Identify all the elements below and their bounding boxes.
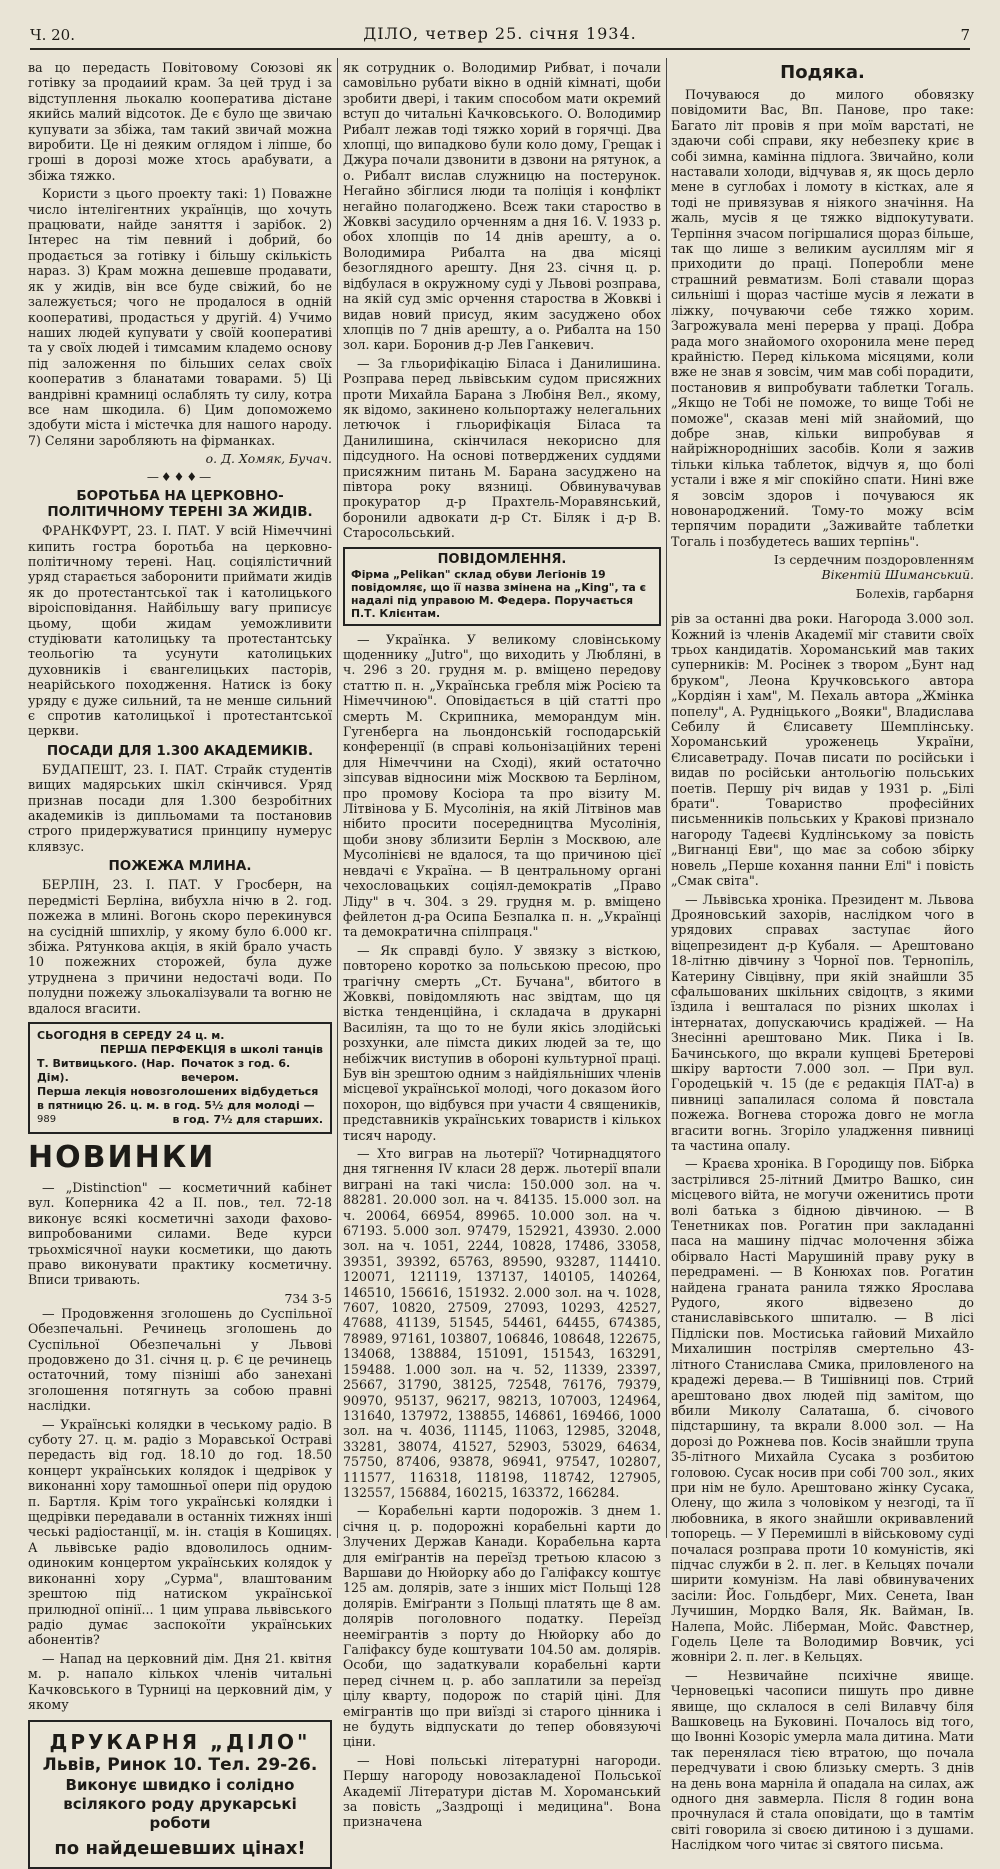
article-text: ФРАНКФУРТ, 23. І. ПАТ. У всій Німеччині кипить гостра боротьба на церковно-політичному терені. Нац. соціялістичний уряд старається заборонити приймати жидів як до протестантської так і католицького віроісповідання. Найбільшу вагу приписує цьому, щоби жидам уеможливити студіювати католицьку та протестантську теольогію та усунути католицьких духовників і євангелицьких пасторів, неарійського походження. Натиск із боку уряду є дуже сильний, та не менше сильний є спротив католицької і протестантської церкви. — [28, 523, 332, 739]
masthead-title: ДІЛО, четвер 25. січня 1934. — [363, 24, 637, 43]
article-text: рів за останні два роки. Нагорода 3.000 зол. Кожний із членів Академії міг ставити своїх трьох кандидатів. Хороманський мав таких суперників: М. Росінек з твором „Бунт над бруком", Леона Кручковського автора „Кордіян і хам", М. Пехаль автора „Жмінка попелу", А. Рудніцького „Вояки", Владислава Себилу й Єлисавету Шемплінську. Хороманський уроженець України, Єлисаветраду. Почав писати по російськи і видав по російськи антольогію польських поетів. Першу річ видав у 1931 р. „Білі брати". Товариство професійних письменників польських у Кракові признало нагороду Тадеєві Кудлінському за повість „Вигнанці Еви", що має за собою збірку новель „Перше кохання панни Елі" і повість „Смак світа". — [671, 611, 974, 889]
column-left — [28, 60, 332, 1860]
ad-line: Перша лекція новозголошених відбудеться в пятницю 26. ц. м. в год. 5½ для молоді — — [37, 1084, 319, 1112]
article-text: — Незвичайне психічне явище. Черновецькі часописи пишуть про дивне явище, що склалося в селі Вилавчу біля Вашковець на Буковині. Почалось від того, що Івонні Козоріс умерла мала дитина. Мати так перенялася тією втратою, що почала передчувати і свою близьку смерть. З днів на день вона марніла й опадала на силах, аж одного дня завмерла. Після 8 годин вона прочнулася й стала оповідати, що в тамтім світі говорила зі своєю дитиною і з душами. Наслідком чого читає зі святого письма. — [671, 1667, 974, 1853]
article-text: — За гльорифікацію Біласа і Данилишина. Розправа перед львівським судом присяжних проти Михайла Барана з Любіня Вел., якому, як відомо, закинено кольпортажу нелегальних летючок і гльорифікація Біласа та Данилишина, скінчилася некорисно для підсудного. На основі потверджених суддями присяжним питань М. Барана засуджено на півтора року вязниці. Обвинувачував прокуратор д-р Прахтель-Моравянський, боронили адвокати д-р Ст. Біляк і д-р В. Старосольський. — [343, 355, 661, 541]
ad-line: в год. 7½ для старших. — [172, 1112, 323, 1126]
author-signature: о. Д. Хомяк, Бучач. — [205, 451, 332, 467]
greeting-line: Із сердечним поздоровленням — [773, 552, 974, 568]
ad-line: Т. Витвицького. (Нар. Дім). — [37, 1056, 175, 1084]
article-text: Почуваюся до милого обовязку повідомити Вас, Вп. Панове, про таке: Багато літ провів я при моїм варстаті, не здаючи собі справи, яку небезпеку криє в собі зимна, камінна підлога. Звичайно, коли наставали холоди, відчував я, як щось дерло мене в суглобах і ломоту в кістках, але я тоді не привязував я ніякого значіння. На жаль, мусів я це тяжко відпокутувати. Терпіння зчасом погіршалися щораз більше, так що лише з великим аусиллям міг я приходити до праці. Поперобли мене страшний ревматизм. Болі ставали щораз сильніші і щораз частіше мусів я лежати в ліжку, почуваючи себе тяжко хорим. Загрожувала мені перерва у праці. Добра рада мого знайомого охоронила мене перед крайністю. Перед кількома місяцями, коли вже не знав я зовсім, чим мав собі порадити, постановив я випробувати таблетки Тогаль. „Якщо не Тобі не поможе, то вище Тобі не поможе", сказав мені мій знайомий, що добре знав, кільки випробував я найріжнородніших засобів. Коли я зажив тільки кілька таблеток, відчув я, що болі устали і вже я міг спокійно спати. Нині вже я зовсім здоров і почуваюся як новонароджений. Тому-то можу всім терпячим порадити „Заживайте таблетки Тогаль і позбудетесь ваших терпінь". — [671, 87, 974, 549]
ad-text: Виконує швидко і солідно всілякого роду друкарські роботи — [63, 1776, 297, 1833]
thanks-heading: Подяка. — [780, 62, 865, 83]
ad-line: СЬОГОДНЯ В СЕРЕДУ 24 ц. м. — [37, 1028, 225, 1042]
section-title-novynky: НОВИНКИ — [28, 1139, 216, 1175]
article-text: БЕРЛІН, 23. І. ПАТ. У Гросберн, на передмісті Берліна, вибухла нічю в 2. год. пожежа в млині. Вогонь скоро перекинувся на сусідній шпихлір, у якому було 6.000 кг. збіжа. Рятункова акція, в якій брало участь 10 пожежних сторожей, була дуже утруднена з причини недостачі води. По полудни пожежу зльокалізували та вогню не вдалося вгасити. — [28, 877, 332, 1016]
article-text: — Краєва хроніка. В Городищу пов. Бібрка застрілився 25-літний Дмитро Вашко, син місцевого війта, не могучи оженитись проти волі батька з бідною дівчиною. — В Тенетниках пов. Рогатин при закладанні паса на машину підчас молочення збіжа обірвало Насті Марушиній праву руку в передрамені. — В Конюхах пов. Рогатин найдена граната ранила тяжко Ярослава Рудого, якого відвезено до станиславівського шпиталю. — В лісі Підліски пов. Мостиська гайовий Михайло Михалишин постріляв смертельно 43-літного Станислава Смика, приловленого на крадежі дерева.— В Тишівниці пов. Стрий арештовано двох людей під замітом, що вбили Миколу Салаташа, б. січового підстаршину, та вкрали 8.000 зол. — На дорозі до Рожнева пов. Косів знайшли трупа 35-літного Михайла Сусака з розбитою головою. Сусак носив при собі 700 зол., яких при нім не було. Арештовано жінку Сусака, Олену, що жила з чоловіком у незгоді, та її любовника, в якого знайшли окривавлений топорець. — У Перемишлі в військовому суді почалася розправа проти 10 комуністів, які підчас служби в 2. п. лег. в Кельцях почали ширити комунізм. На лаві обвинувачених засіли: Йос. Гольдберг, Мих. Сенета, Іван Лучишин, Мордко Валя, Як. Вайман, Ів. Налепа, Мойс. Ліберман, Мойс. Фавстнер, Годель Целе та Володимир Вовчик, усі жовніри 2. п. лег. в Кельцях. — [671, 1156, 974, 1665]
article-text: — Львівська хроніка. Президент м. Львова Дрояновський захорів, наслідком чого в урядових справах заступає його віцепрезидент д-р Кубаля. — Арештовано 18-літню дівчину з Чорної пов. Тернопіль, Катерину Сівцівну, при якій знайшли 35 сфальшованих шкільних свідоцтв, з якими їздила і вешталася по різних школах і інтернатах, допускаючись крадіжей. — На Знесінні арештовано Мик. Пика і Ів. Бачинського, що вкрали купцеві Бретерові шкіру вартости 7.000 зол. — При вул. Городецькій ч. 15 (де є редакція ПАТ-а) в пивниці запалилася солома й повстала пожежа. Вогнева сторожа довго не могла вгасити вогнь. Згоріло уладження пивниці та частина опалу. — [671, 891, 974, 1153]
page-number: 7 — [960, 26, 970, 44]
divider-ornament: —♦♦♦— — [146, 470, 214, 485]
notice-title: ПОВІДОМЛЕННЯ. — [437, 551, 567, 567]
ad-code: 989 — [37, 1113, 57, 1125]
article-heading: ПОЖЕЖА МЛИНА. — [108, 858, 252, 875]
ad-line: ПЕРША ПЕРФЕКЦІЯ в школі танців — [100, 1042, 323, 1056]
dance-school-ad — [28, 1022, 332, 1134]
article-text: як сотрудник о. Володимир Рибват, і почали самовільно рубати вікно в одній кімнаті, щоби зробити двері, і таким способом мати окремий вступ до читальні Качковського. О. Володимир Рибалт лежав тоді тяжко хорий в горячці. Два хлопці, що випадково були коло дому, Грещак і Джура почали дзвонити в дзвони на рятунок, а о. Рибалт вислав служницю на постерунок. Негайно збіглися люди та поліція і конфлікт негайно полагоджено. Всеж таки староство в Жовкві засудило орченням а дня 16. V. 1933 р. обох хлопців по 14 днів арешту, а о. Володимира Рибалта на два місяці безоглядного арешту. Дня 23. січня ц. р. відбулася в окружному суді у Львові розправа, на якій суд зміс орчення староства в Жовкві і видав новий присуд, яким засуджено обох хлопців по 7 днів арешту, а о. Рибалта на 150 зол. кари. Боронив д-р Лев Ганкевич. — [343, 60, 661, 353]
notice-body: Фірма „Pelikan" склад обуви Легіонів 19 повідомляє, що її назва змінена на „King", та є надалі під управою М. Федера. Поручається П.Т. Клієнтам. — [351, 567, 647, 620]
column-rule — [666, 58, 667, 1538]
author-location: Болехів, гарбарня — [855, 586, 974, 602]
ad-title: ДРУКАРНЯ „ДІЛО" — [49, 1730, 311, 1755]
column-middle — [343, 60, 661, 1830]
article-text: — Як справді було. У звязку з вісткою, повторено коротко за польською пресою, про трагічну смерть „Ст. Бучана", вбитого в Жовкві, повідомляють нас звідтам, що ця вістка тенденційна, і складача в друкарні Василіян, та що то не були якісь злодійські розхунки, але пімста диких людей за те, що небіжчик виступив в обороні культурної праці. Був він зрештою одним з найдіяльніших членів місцевої української молоді, чого доказом його похорон, що відбувся при участи 4 священиків, представників українських товариств і кількох тисяч народу. — [343, 942, 661, 1143]
ad-code: 734 3-5 — [284, 1290, 332, 1306]
author-signature: Вікентій Шиманський. — [821, 567, 974, 583]
ad-line: Початок з год. 6. вечером. — [180, 1056, 291, 1084]
article-text: Користи з цього проекту такі: 1) Поважне число інтелігентних українців, що хочуть працювати, найде заняття і зарібок. 2) Інтерес на тім певний і добрий, бо продається за готівку і більшу скількість нараз. 3) Крам можна дешевше продавати, як у жидів, він все буде свіжий, бо не залежується; чого не продалося в одній кооперативі, продасться у другій. 4) Учимо наших людей купувати у своїй кооперативі та у своїх людей і тимсамим кладемо основу під заложення по більших селах своїх кооператив з бланатами товарами. 5) Ці вандрівні крамниці ослаблять ту силу, котра все нам шкодила. 6) Цим допоможемо здобути міста і містечка для нашого народу. 7) Селяни заробляють на фірманках. — [28, 186, 332, 448]
article-text: БУДАПЕШТ, 23. І. ПАТ. Страйк студентів вищих мадярських шкіл скінчився. Уряд признав посади для 1.300 безробітних академиків із дипльомами та постановив строго придержуватися принципу нумерус клявзус. — [28, 761, 332, 854]
article-text: — Продовження зголошень до Суспільної Обезпечальні. Речинець зголошень до Суспільної Обезпечальні у Львові продовжено до 31. січня ц. р. Є це речинець остаточний, тому пізніші або занехані зголошення потягнуть за собою правні наслідки. — [28, 1305, 332, 1414]
article-heading: ПОСАДИ ДЛЯ 1.300 АКАДЕМИКІВ. — [46, 742, 314, 759]
column-right — [671, 60, 974, 1853]
ad-address: Львів, Ринок 10. Тел. 29-26. — [42, 1755, 318, 1776]
article-text: — „Distinction" — косметичний кабінет вул. Коперника 42 а ІІ. пов., тел. 72-18 виконує всякі косметичні заходи фахово-випробованими силами. Веде курси трьохмісячної науки косметики, що дають право виконувати практику косметичну. Вписи тривають. — [28, 1179, 332, 1288]
article-text: — Хто виграв на льотерії? Чотирнадцятого дня тягнення IV класи 28 держ. льотерії впали виграні на такі числа: 150.000 зол. на ч. 88281. 20.000 зол. на ч. 84135. 15.000 зол. на ч. 20064, 66954, 89965. 10.000 зол. на ч. 67193. 5.000 зол. 97479, 152921, 43930. 2.000 зол. на ч. 1051, 2244, 10828, 17486, 33058, 39351, 39392, 65763, 89590, 93287, 114410. 120071, 121119, 137137, 140105, 140264, 146510, 156616, 151932. 2.000 зол. на ч. 1028, 7607, 10820, 27509, 27093, 10293, 42527, 47688, 41139, 51545, 54461, 64455, 674385, 78989, 97161, 103807, 106846, 108648, 122675, 134068, 138884, 151091, 151543, 163291, 159488. 1.000 зол. на ч. 52, 11339, 23397, 25667, 31790, 38125, 72548, 76176, 79379, 90970, 95137, 96217, 98213, 107003, 124964, 131640, 137972, 138855, 146861, 169466, 1000 зол. на ч. 4036, 11145, 11063, 12985, 32048, 33281, 38074, 41527, 52903, 53029, 64634, 75750, 87406, 93878, 96941, 97547, 102807, 111577, 116318, 118198, 118742, 127905, 132557, 156884, 160215, 163372, 166284. — [343, 1146, 661, 1500]
issue-number: Ч. 20. — [30, 26, 75, 44]
article-text: — Напад на церковний дім. Дня 21. квітня м. р. напало кількох членів читальні Качковського в Турниці на церковний дім, у якому — [28, 1650, 332, 1712]
article-heading: БОРОТЬБА НА ЦЕРКОВНО-ПОЛІТИЧНОМУ ТЕРЕНІ ЗА ЖИДІВ. — [47, 488, 313, 521]
article-text: ва цо передасть Повітовому Союзові як готівку за продаиий крам. За цей труд і за відступлення льокалю кооператива дістане якийсь малий відсоток. Де є було ще звичаю купувати за збіжа, там такий звичай можна виробити. Це ні деяким оглядом і ліпше, бо гроші в дорозі може хтось арабувати, а збіжа тяжко. — [28, 60, 332, 183]
column-rule — [337, 58, 338, 1538]
page-header — [30, 24, 970, 50]
ad-slogan: по найдешевших цінах! — [54, 1838, 306, 1860]
article-text: — Українські колядки в чеському радіо. В суботу 27. ц. м. радіо з Моравської Остраві передасть від год. 18.10 до год. 18.50 концерт українських колядок і щедрівок у виконанні хору тамошньої опери під орудою п. Бартля. Крім того українські колядки і щедрівки передавали в останніх тижнях інші чеські радіостанції, м. ін. стація в Кошицях. А львівське радіо вдоволилось одним-одиноким концертом українських колядок у виконанні хору „Сурма", влаштованим зрештою під натиском української прилюдної опінії... 1 цим управа львівського радіо думає заспокоїти українських абонентів? — [28, 1416, 332, 1648]
article-text: — Українка. У великому словінському щоденнику „Jutro", що виходить у Любляні, в ч. 296 з 20. грудня м. р. вміщено передову статтю п. н. „Українська гребля між Росією та Німеччиною". Оповідається в цій статті про смерть М. Скрипника, меморандум мін. Гугенберга на льондонській господарській конференції (в справі кольонізаційних терені для Німеччини на Сході), який остаточно зіпсував відносини між Москвою та Берліном, про промову Косіора та про візиту М. Літвінова у Б. Мусолінія, на якій Літвінов мав нібито просити посередництва Мусолінія, щоби знову зблизити Берлін з Москвою, але Мусолінієві не вдалося, та що причиною цієї невдачі є Україна. — В центральному органі чехословацьких соціял-демократів „Право Ліду" в ч. 304. з 29. грудня м. р. вміщено фейлетон д-ра Осипа Безпалка п. н. „Українці та демократична спілпраця." — [343, 631, 661, 940]
article-text: — Нові польські літературні нагороди. Першу нагороду новозакладеної Польської Академії Літератури дістав М. Хороманський за повість „Заздрощі і медицина". Вона призначена — [343, 1752, 661, 1830]
notice-box — [343, 547, 661, 626]
article-text: — Корабельні карти подорожів. З днем 1. січня ц. р. подорожні корабельні карти до Злучених Держав Канади. Корабельна карта для еміґрантів на переїзд третьою класою з Варшави до Нюйорку або до Галіфаксу коштує 125 ам. долярів, зате з інших міст Польщі 128 долярів. Еміґранти з Польщі платять ще 8 ам. долярів поголовного податку. Переїзд неемігрантів з порту до Нюйорку або до Галіфаксу буде коштувати 104.50 ам. долярів. Особи, що задаткували корабельні карти перед січнем ц. р. або заплатили за переїзд цілу кварту, подорож по старій ціні. Для емігрантів що при виїзді зі старого цінника і не будуть відпускати до тепер обовязуючі ціни. — [343, 1503, 661, 1750]
printing-house-ad — [28, 1720, 332, 1869]
